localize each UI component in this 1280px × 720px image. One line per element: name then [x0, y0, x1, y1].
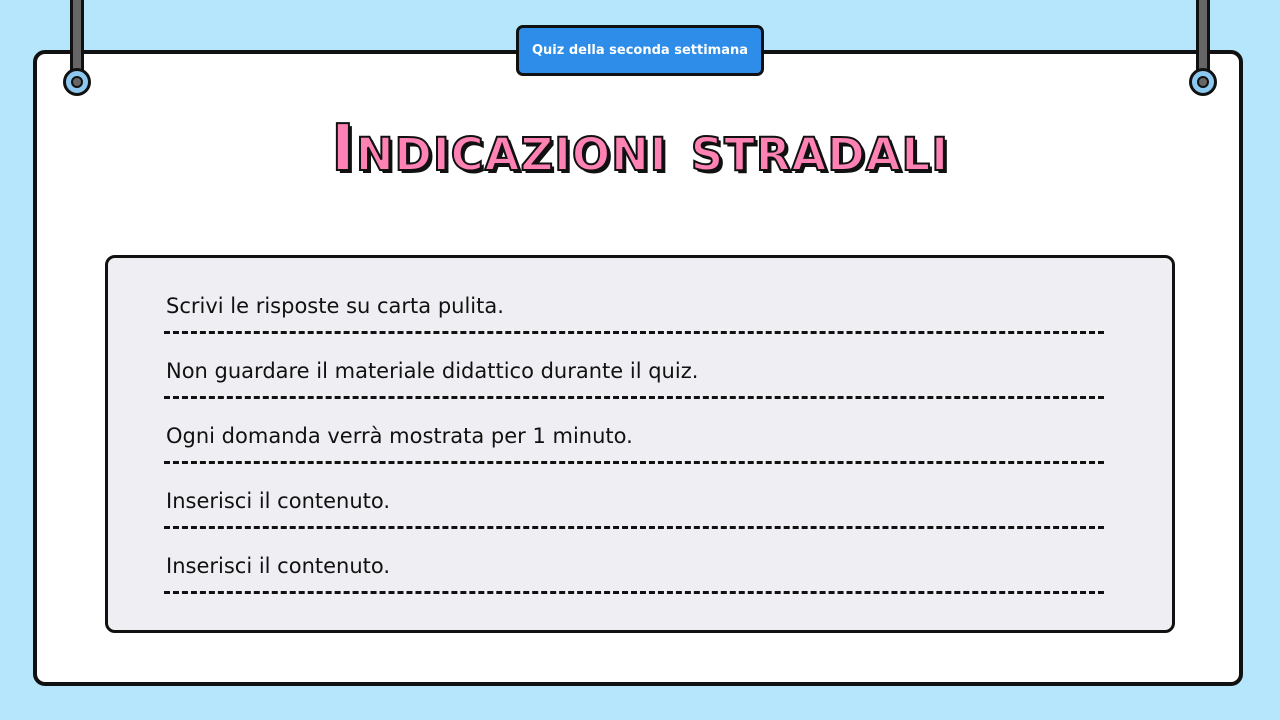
rule-item [166, 483, 1106, 548]
rule-text: Inserisci il contenuto. [166, 489, 391, 513]
dashed-divider [164, 526, 1104, 529]
dashed-divider [164, 331, 1104, 334]
hanger-ring-right-icon [1189, 68, 1217, 96]
rule-text: Scrivi le risposte su carta pulita. [166, 294, 504, 318]
rule-item [166, 288, 1106, 353]
rule-text: Non guardare il materiale didattico durante il quiz. [166, 359, 699, 383]
dashed-divider [164, 396, 1104, 399]
rule-item [166, 353, 1106, 418]
dashed-divider [164, 461, 1104, 464]
rules-panel [105, 255, 1175, 633]
hanger-ring-left-icon [63, 68, 91, 96]
rule-text: Ogni domanda verrà mostrata per 1 minuto. [166, 424, 633, 448]
rule-item [166, 418, 1106, 483]
page-title: Indicazioni stradali [331, 112, 949, 186]
week-badge: Quiz della seconda settimana [516, 25, 764, 76]
rule-text: Inserisci il contenuto. [166, 554, 391, 578]
dashed-divider [164, 591, 1104, 594]
rule-item [166, 548, 1106, 613]
rules-list [166, 288, 1106, 613]
